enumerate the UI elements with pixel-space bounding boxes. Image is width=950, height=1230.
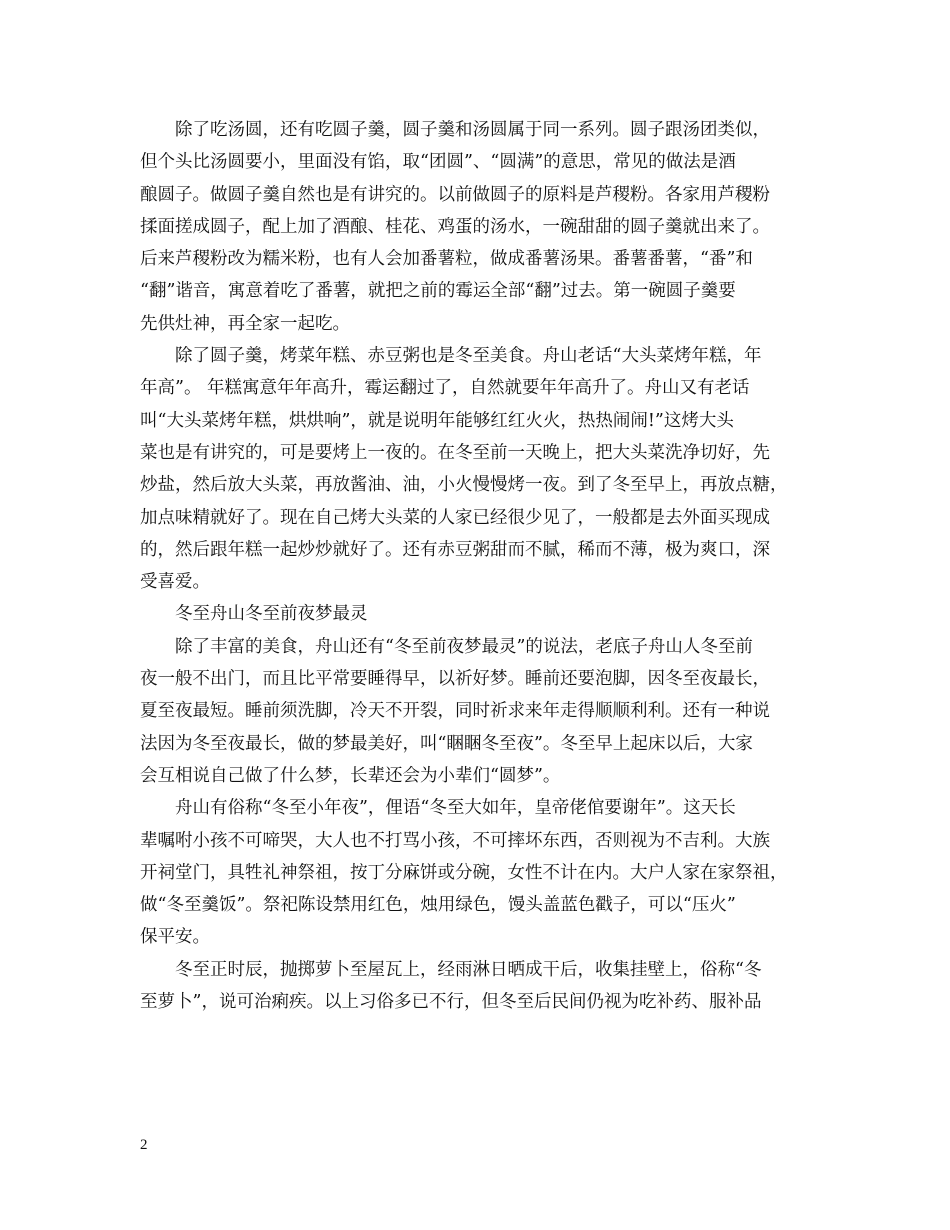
text-line: 加点味精就好了。现在自己烤大头菜的人家已经很少见了，一般都是去外面买现成 [140,507,770,528]
text-line: 冬至舟山冬至前夜梦最灵 [175,604,368,625]
text-line: 辈嘱咐小孩不可啼哭，大人也不打骂小孩，不可摔坏东西，否则视为不吉利。大族 [140,830,770,851]
text-line: 炒盐，然后放大头菜，再放酱油、油，小火慢慢烤一夜。到了冬至早上，再放点糖， [140,475,788,496]
text-line: 除了吃汤圆，还有吃圆子羹，圆子羹和汤圆属于同一系列。圆子跟汤团类似， [175,120,770,140]
text-line: 叫“大头菜烤年糕，烘烘响”，就是说明年能够红红火火，热热闹闹!”这烤大头 [140,410,734,431]
text-line: 后来芦稷粉改为糯米粉，也有人会加番薯粒，做成番薯汤果。番薯番薯，“番”和 [140,249,753,270]
text-line: 保平安。 [140,927,210,948]
text-line: 除了圆子羹，烤菜年糕、赤豆粥也是冬至美食。舟山老话“大头菜烤年糕，年 [175,346,762,367]
text-line: “翻”谐音，寓意着吃了番薯，就把之前的霉运全部“翻”过去。第一碗圆子羹要 [140,281,736,302]
text-line: 会互相说自己做了什么梦，长辈还会为小辈们“圆梦”。 [140,765,561,786]
text-line: 冬至正时辰，抛掷萝卜至屋瓦上，经雨淋日晒成干后，收集挂壁上，俗称“冬 [175,959,762,980]
text-line: 做“冬至羹饭”。祭祀陈设禁用红色，烛用绿色，馒头盖蓝色戳子，可以“压火” [140,895,736,916]
text-line: 酿圆子。做圆子羹自然也是有讲究的。以前做圆子的原料是芦稷粉。各家用芦稷粉 [140,184,770,205]
text-line: 开祠堂门，具牲礼神祭祖，按丁分麻饼或分碗，女性不计在内。大户人家在家祭祖， [140,862,788,883]
text-line: 法因为冬至夜最长，做的梦最美好，叫“睏睏冬至夜”。冬至早上起床以后，大家 [140,733,753,754]
text-line: 先供灶神，再全家一起吃。 [140,313,350,334]
text-line: 至萝卜”，说可治痢疾。以上习俗多已不行，但冬至后民间仍视为吃补药、服补品 [140,992,762,1013]
page-number: 2 [140,1137,148,1153]
text-line: 舟山有俗称“冬至小年夜”，俚语“冬至大如年，皇帝佬倌要谢年”。这天长 [175,798,736,819]
text-line: 但个头比汤圆要小，里面没有馅，取“团圆”、“圆满”的意思，常见的做法是酒 [140,152,736,173]
text-line: 菜也是有讲究的，可是要烤上一夜的。在冬至前一天晚上，把大头菜洗净切好，先 [140,442,770,463]
body-text [140,114,830,1018]
text-line: 受喜爱。 [140,572,210,593]
text-line: 除了丰富的美食，舟山还有“冬至前夜梦最灵”的说法，老底子舟山人冬至前 [175,636,753,657]
text-line: 夜一般不出门，而且比平常要睡得早，以祈好梦。睡前还要泡脚，因冬至夜最长， [140,669,770,690]
text-line: 的，然后跟年糕一起炒炒就好了。还有赤豆粥甜而不腻，稀而不薄，极为爽口，深 [140,539,770,560]
text-line: 夏至夜最短。睡前须洗脚，冷天不开裂，同时祈求来年走得顺顺利利。还有一种说 [140,701,770,722]
text-line: 揉面搓成圆子，配上加了酒酿、桂花、鸡蛋的汤水，一碗甜甜的圆子羹就出来了。 [140,216,770,237]
text-line: 年高”。 年糕寓意年年高升，霉运翻过了，自然就要年年高升了。舟山又有老话 [140,378,750,399]
